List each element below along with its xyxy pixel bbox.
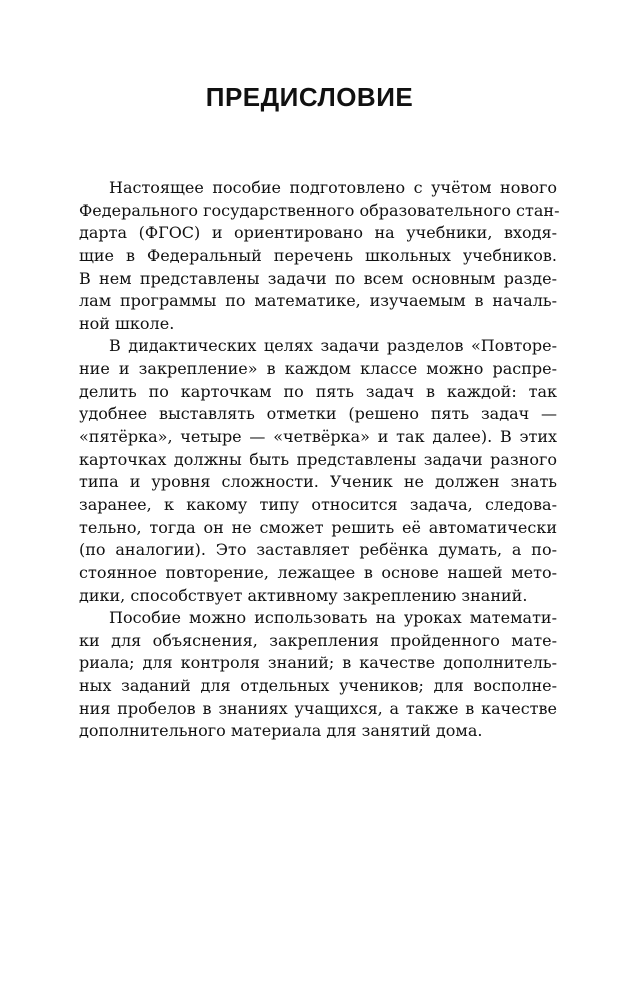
text-line: дики, способствует активному закреплению знаний. — [79, 585, 528, 605]
text-line: лам программы по математике, изучаемым в началь- — [79, 291, 557, 311]
text-line: делить по карточкам по пять задач в каждой: так — [79, 381, 557, 401]
paragraph-1 — [79, 177, 560, 335]
text-line: заранее, к какому типу относится задача, следова- — [79, 494, 557, 514]
text-line: карточках должны быть представлены задачи разного — [79, 449, 557, 469]
paragraph-2 — [79, 335, 557, 607]
text-line: В дидактических целях задачи разделов «Повторе- — [109, 336, 557, 356]
text-line: ние и закрепление» в каждом классе можно распре- — [79, 359, 557, 379]
text-line: В нем представлены задачи по всем основным разде- — [79, 268, 557, 288]
text-line: удобнее выставлять отметки (решено пять задач — — [79, 404, 557, 424]
text-line: Федерального государственного образовательного стан- — [79, 200, 560, 220]
text-line: риала; для контроля знаний; в качестве дополнитель- — [79, 653, 557, 673]
paragraph-3 — [79, 607, 557, 743]
text-line: Пособие можно использовать на уроках математи- — [109, 608, 557, 628]
text-line: ных заданий для отдельных учеников; для восполне- — [79, 676, 557, 696]
text-line: Настоящее пособие подготовлено с учётом нового — [109, 178, 557, 197]
text-line: ки для объяснения, закрепления пройденного мате- — [79, 630, 557, 650]
preface-body — [79, 177, 560, 743]
text-line: стоянное повторение, лежащее в основе нашей мето- — [79, 562, 557, 582]
text-line: ной школе. — [79, 313, 175, 333]
text-line: типа и уровня сложности. Ученик не должен знать — [79, 472, 557, 492]
page-title: ПРЕДИСЛОВИЕ — [205, 82, 414, 112]
text-line: дарта (ФГОС) и ориентировано на учебники, входя- — [79, 223, 557, 243]
text-line: дополнительного материала для занятий дома. — [79, 721, 483, 741]
text-line: тельно, тогда он не сможет решить её автоматически — [79, 517, 557, 537]
text-line: ния пробелов в знаниях учащихся, а также в качестве — [79, 698, 557, 718]
text-line: щие в Федеральный перечень школьных учебников. — [79, 245, 557, 265]
text-line: «пятёрка», четыре — «четвёрка» и так далее). В этих — [79, 427, 557, 447]
text-line: (по аналогии). Это заставляет ребёнка думать, а по- — [79, 540, 557, 560]
